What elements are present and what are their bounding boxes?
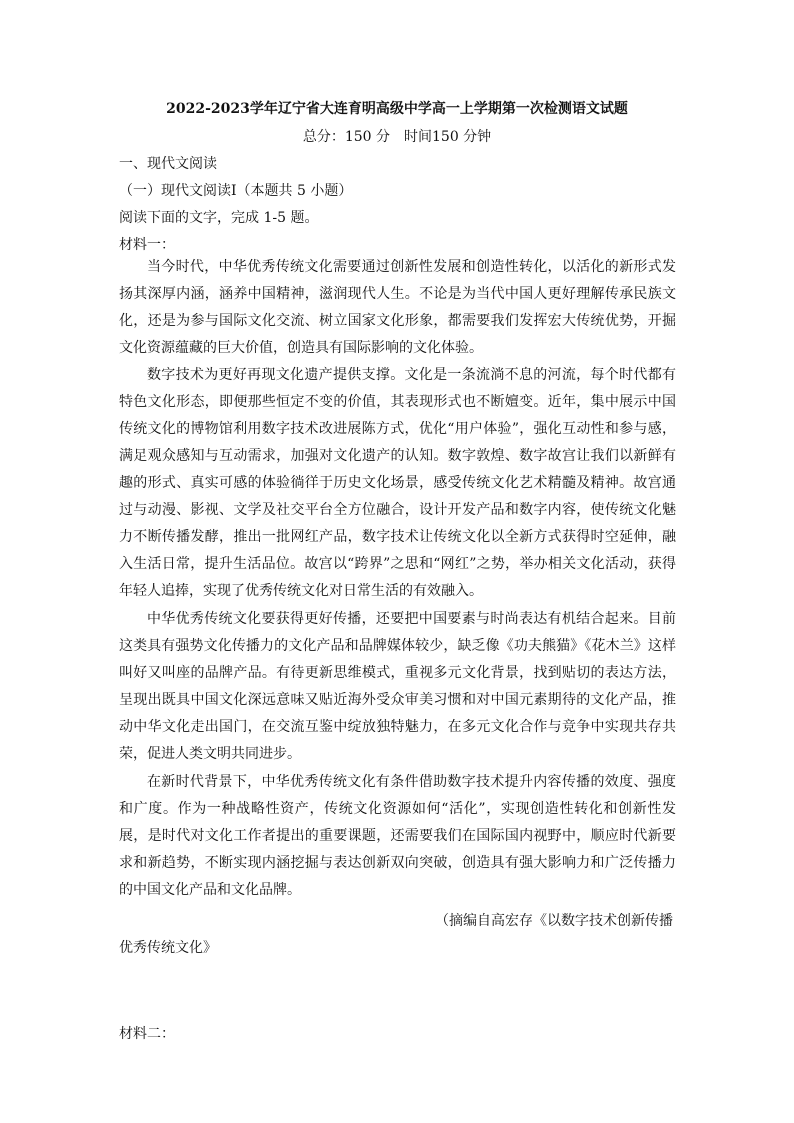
exam-info: 总分：150 分 时间150 分钟	[302, 129, 492, 145]
paragraph: 当今时代，中华优秀传统文化需要通过创新性发展和创造性转化，以活化的新形式发扬其深厚内涵，涵养中国精神，滋润现代人生。不论是为当代中国人更好理解传承民族文化，还是为参与国际文化交流、树立国家文化形象，都需要我们发挥宏大传统优势，开掘文化资源蕴藏的巨大价值，创造具有国际影响的文化体验。	[119, 259, 676, 356]
subsection-heading: （一）现代文阅读Ⅰ（本题共 5 小题）	[119, 183, 353, 199]
paragraph: 数字技术为更好再现文化遗产提供支撑。文化是一条流淌不息的河流，每个时代都有特色文化形态，即便那些恒定不变的价值，其表现形式也不断嬗变。近年，集中展示中国传统文化的博物馆利用数字技术改进展陈方式，优化“用户体验”，强化互动性和参与感，满足观众感知与互动需求，加强对文化遗产的认知。数字敦煌、数字故宫让我们以新鲜有趣的形式、真实可感的体验徜徉于历史文化场景，感受传统文化艺术精髓及精神。故宫通过与动漫、影视、文学及社交平台全方位融合，设计开发产品和数字内容，使传统文化魅力不断传播发酵，推出一批网红产品，数字技术让传统文化以全新方式获得时空延伸，融入生活日常，提升生活品位。故宫以“跨界”之思和“网红”之势，举办相关文化活动，获得年轻人追捧，实现了优秀传统文化对日常生活的有效融入。	[119, 367, 676, 599]
paragraph: 在新时代背景下，中华优秀传统文化有条件借助数字技术提升内容传播的效度、强度和广度。作为一种战略性资产，传统文化资源如何“活化”，实现创造性转化和创新性发展，是时代对文化工作者提出的重要课题，还需要我们在国际国内视野中，顺应时代新要求和新趋势，不断实现内涵挖掘与表达创新双向突破，创造具有强大影响力和广泛传播力的中国文化产品和文化品牌。	[119, 774, 676, 898]
section-heading: 一、现代文阅读	[119, 156, 217, 172]
source-citation	[119, 908, 676, 962]
material-label: 材料二：	[119, 1026, 175, 1042]
material-label: 材料一：	[119, 237, 175, 253]
reading-instruction: 阅读下面的文字，完成 1-5 题。	[119, 210, 319, 226]
document-title: 2022-2023学年辽宁省大连育明高级中学高一上学期第一次检测语文试题	[166, 101, 628, 117]
source-text: （摘编自高宏存《以数字技术创新传播优秀传统文化》	[119, 913, 673, 956]
paragraph: 中华优秀传统文化要获得更好传播，还要把中国要素与时尚表达有机结合起来。目前这类具有强势文化传播力的文化产品和品牌媒体较少，缺乏像《功夫熊猫》《花木兰》这样叫好又叫座的品牌产品。有待更新思维模式，重视多元文化背景，找到贴切的表达方法，呈现出既具中国文化深远意味又贴近海外受众审美习惯和对中国元素期待的文化产品，推动中华文化走出国门，在交流互鉴中绽放独特魅力，在多元文化合作与竞争中实现共存共荣，促进人类文明共同进步。	[119, 611, 676, 762]
